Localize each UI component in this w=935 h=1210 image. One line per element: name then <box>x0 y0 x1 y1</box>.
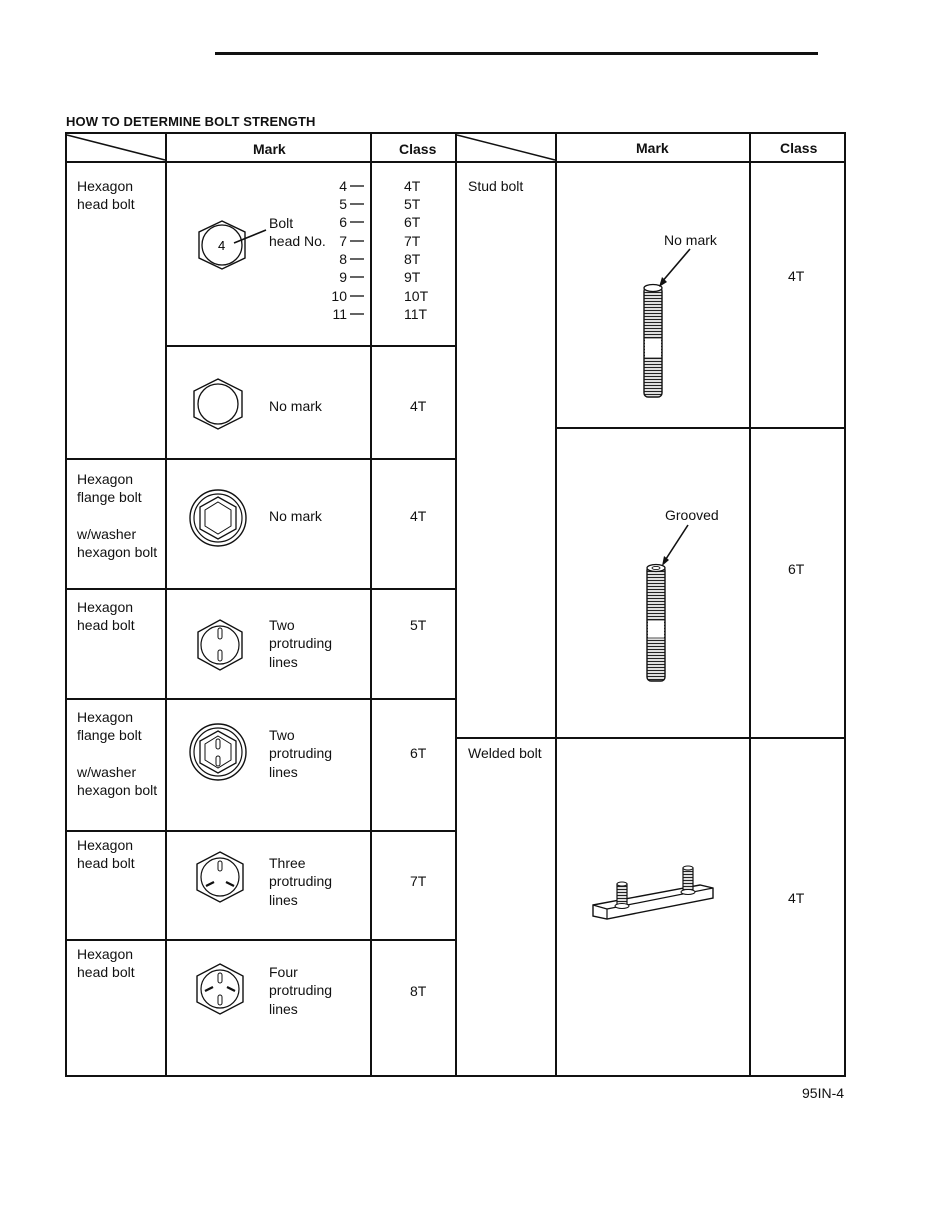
head-number: 6 <box>339 214 347 230</box>
row6-bolt-type: Hexagon head bolt <box>77 837 135 872</box>
right-header-mark: Mark <box>636 140 669 156</box>
row2-mark: No mark <box>269 398 322 414</box>
stud-grooved-class: 6T <box>788 561 805 577</box>
row3-bolt-type: Hexagon flange bolt w/washer hexagon bolt <box>77 471 158 561</box>
right-header-class: Class <box>780 140 818 156</box>
row3-mark: No mark <box>269 508 322 524</box>
welded-bolt-class: 4T <box>788 890 805 906</box>
class-value: 7T <box>404 233 421 249</box>
row1-bolt-type: Hexagon head bolt <box>77 178 135 213</box>
class-value: 8T <box>404 251 421 267</box>
row3-class: 4T <box>410 508 427 524</box>
head-number: 10 <box>331 288 347 304</box>
row7-bolt-type: Hexagon head bolt <box>77 946 135 981</box>
head-number: 9 <box>339 269 347 285</box>
class-value: 5T <box>404 196 421 212</box>
row4-bolt-type: Hexagon head bolt <box>77 599 135 634</box>
class-value: 6T <box>404 214 421 230</box>
head-number-example: 4 <box>218 238 226 253</box>
class-value: 11T <box>404 306 428 322</box>
head-number: 5 <box>339 196 347 212</box>
row5-class: 6T <box>410 745 427 761</box>
section-title: HOW TO DETERMINE BOLT STRENGTH <box>66 114 316 129</box>
stud-no-mark-label: No mark <box>664 232 717 248</box>
left-header-mark: Mark <box>253 141 286 157</box>
head-number: 4 <box>339 178 347 194</box>
stud-grooved-label: Grooved <box>665 507 719 523</box>
row4-mark: Two protruding lines <box>269 617 333 670</box>
welded-bolt-type: Welded bolt <box>468 745 542 761</box>
class-value: 10T <box>404 288 429 304</box>
stud-bolt-type: Stud bolt <box>468 178 524 194</box>
stud-no-mark-class: 4T <box>788 268 805 284</box>
class-value: 9T <box>404 269 421 285</box>
row7-class: 8T <box>410 983 427 999</box>
head-number: 8 <box>339 251 347 267</box>
row5-mark: Two protruding lines <box>269 727 333 780</box>
row5-bolt-type: Hexagon flange bolt w/washer hexagon bolt <box>77 709 158 799</box>
row7-mark: Four protruding lines <box>269 964 333 1017</box>
row2-class: 4T <box>410 398 427 414</box>
class-value: 4T <box>404 178 421 194</box>
left-header-class: Class <box>399 141 437 157</box>
row4-class: 5T <box>410 617 427 633</box>
head-number: 7 <box>339 233 347 249</box>
row6-mark: Three protruding lines <box>269 855 333 908</box>
footer-code: 95IN-4 <box>802 1085 845 1101</box>
row1-callout-label: Bolt head No. <box>269 215 326 250</box>
head-number: 11 <box>332 306 347 322</box>
row6-class: 7T <box>410 873 427 889</box>
